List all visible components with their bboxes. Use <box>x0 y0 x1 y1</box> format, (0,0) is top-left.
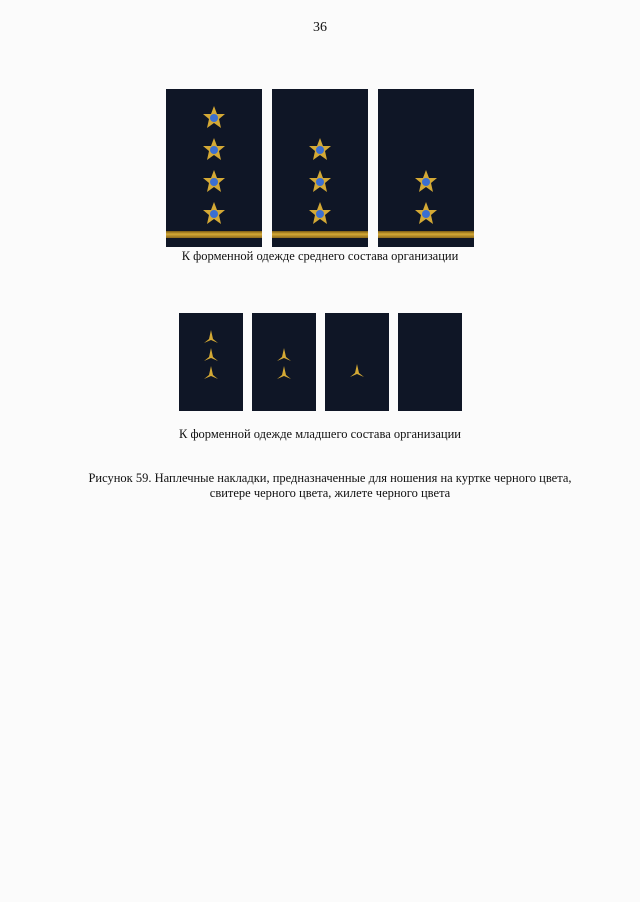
chevron-triangle-icon <box>203 365 219 381</box>
star-emblem-icon <box>201 105 227 131</box>
shoulder-board-senior-3 <box>378 89 474 247</box>
star-emblem-icon <box>201 137 227 163</box>
gold-galloon-stripe <box>378 231 474 238</box>
emblem-column <box>252 347 316 381</box>
star-emblem-icon <box>307 201 333 227</box>
junior-shoulder-boards <box>0 313 640 411</box>
figure-caption-line-2: свитере черного цвета, жилете черного цвета <box>209 486 451 500</box>
figure-caption-line-1: Рисунок 59. Наплечные накладки, предназначенные для ношения на куртке черного цвета, <box>88 471 572 485</box>
emblem-column <box>272 137 368 227</box>
emblem-column <box>325 363 389 379</box>
chevron-triangle-icon <box>276 365 292 381</box>
star-emblem-icon <box>307 137 333 163</box>
star-emblem-icon <box>413 169 439 195</box>
senior-caption: К форменной одежде среднего состава организации <box>181 249 459 263</box>
emblem-column <box>166 105 262 227</box>
page-number: 36 <box>313 20 327 35</box>
chevron-triangle-icon <box>349 363 365 379</box>
gold-galloon-stripe <box>272 231 368 238</box>
emblem-column <box>378 169 474 227</box>
shoulder-board-senior-2 <box>272 89 368 247</box>
senior-shoulder-boards <box>0 89 640 247</box>
chevron-triangle-icon <box>203 329 219 345</box>
shoulder-board-junior-1 <box>179 313 243 411</box>
star-emblem-icon <box>307 169 333 195</box>
gold-galloon-stripe <box>166 231 262 238</box>
chevron-triangle-icon <box>203 347 219 363</box>
star-emblem-icon <box>413 201 439 227</box>
shoulder-board-junior-2 <box>252 313 316 411</box>
star-emblem-icon <box>201 201 227 227</box>
junior-caption: К форменной одежде младшего состава организации <box>178 427 461 441</box>
figure-caption <box>60 471 600 501</box>
chevron-triangle-icon <box>276 347 292 363</box>
emblem-column <box>179 329 243 381</box>
shoulder-board-junior-3 <box>325 313 389 411</box>
shoulder-board-senior-1 <box>166 89 262 247</box>
star-emblem-icon <box>201 169 227 195</box>
shoulder-board-junior-4 <box>398 313 462 411</box>
